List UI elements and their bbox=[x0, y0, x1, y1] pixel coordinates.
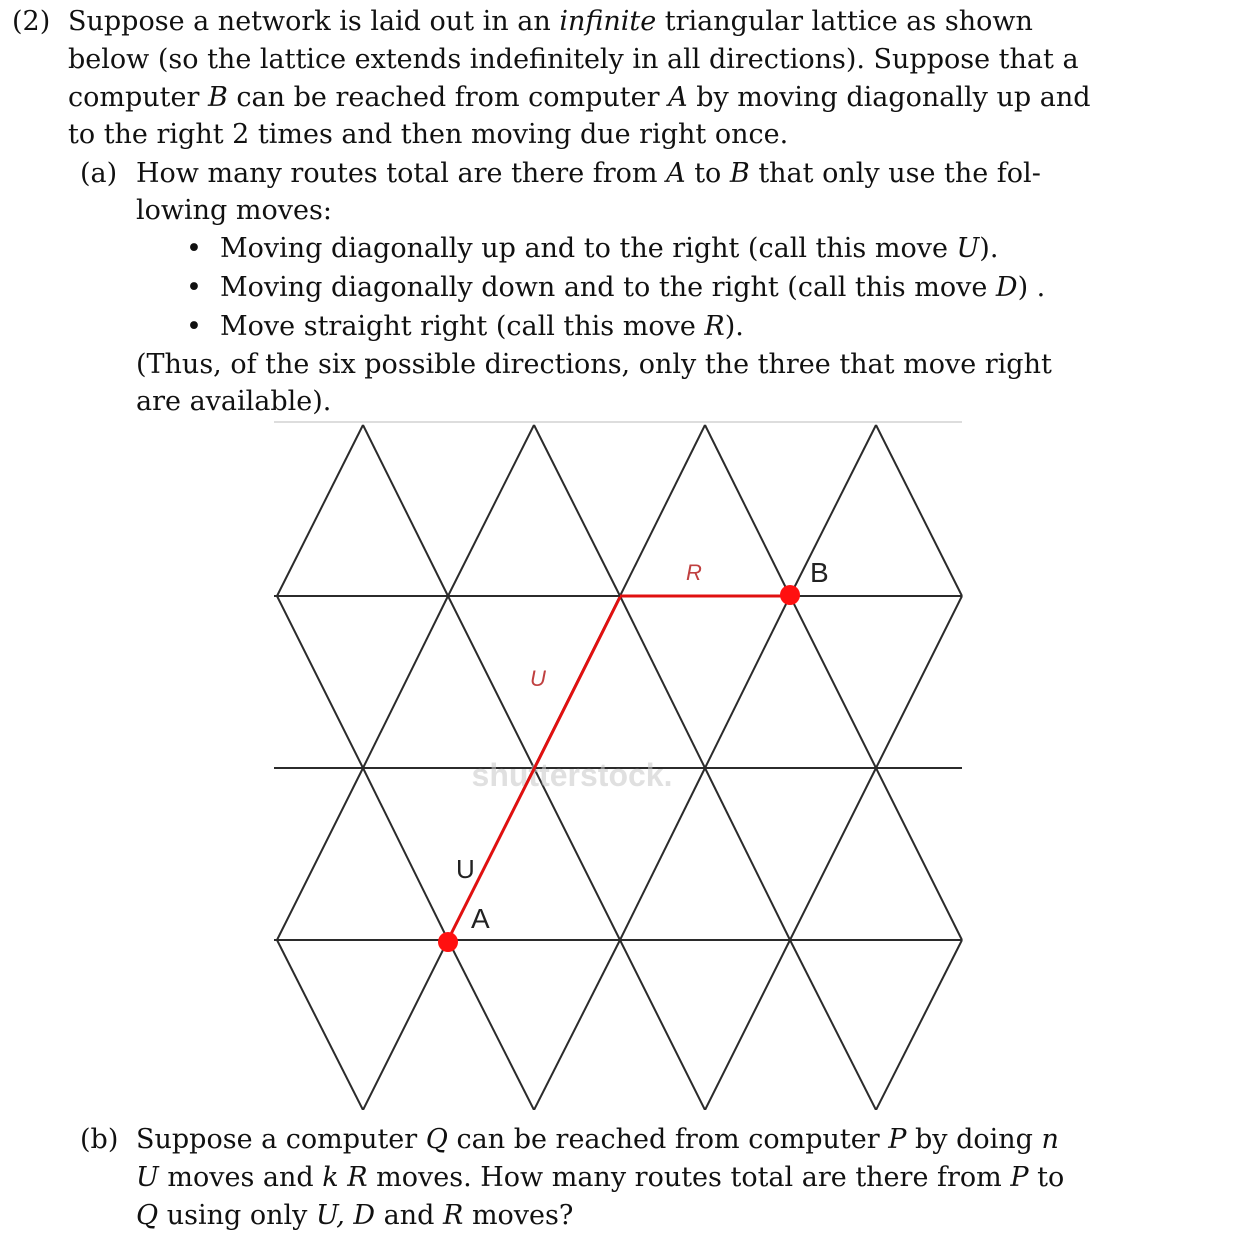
part-b-line-3: Q using only U, D and R moves? bbox=[136, 1200, 574, 1231]
label-u-move-upper: U bbox=[530, 666, 546, 691]
problem-number: (2) bbox=[12, 6, 51, 37]
part-b-line-2: U moves and k R moves. How many routes total are there from P to bbox=[136, 1162, 1065, 1193]
bullet-icon: • bbox=[186, 311, 202, 342]
bullet-move-u: • Moving diagonally up and to the right (call this move U). bbox=[186, 230, 998, 268]
triangular-lattice-figure bbox=[272, 420, 964, 1110]
label-point-a: A bbox=[471, 903, 490, 934]
label-point-b: B bbox=[810, 557, 829, 588]
part-a-label: (a) bbox=[80, 158, 118, 189]
bullet-icon: • bbox=[186, 233, 202, 264]
part-b-line-1: Suppose a computer Q can be reached from computer P by doing n bbox=[136, 1124, 1059, 1155]
bullet-move-r: • Move straight right (call this move R). bbox=[186, 308, 744, 346]
intro-line-2: below (so the lattice extends indefinitely in all directions). Suppose that a bbox=[68, 44, 1079, 75]
part-a-line-2: lowing moves: bbox=[136, 195, 332, 226]
intro-line-4: to the right 2 times and then moving due right once. bbox=[68, 119, 789, 150]
label-u-move-lower: U bbox=[456, 854, 475, 884]
label-r-move: R bbox=[686, 560, 702, 585]
part-b-label: (b) bbox=[80, 1124, 119, 1155]
part-a-note-1: (Thus, of the six possible directions, only the three that move right bbox=[136, 349, 1052, 380]
intro-line-3: computer B can be reached from computer A by moving diagonally up and bbox=[68, 82, 1091, 113]
point-b-dot bbox=[780, 585, 800, 605]
intro-line-1: Suppose a network is laid out in an infinite triangular lattice as shown bbox=[68, 6, 1033, 37]
part-a-note-2: are available). bbox=[136, 386, 332, 417]
point-a-dot bbox=[438, 932, 458, 952]
bullet-move-d: • Moving diagonally down and to the right (call this move D) . bbox=[186, 269, 1045, 307]
bullet-icon: • bbox=[186, 272, 202, 303]
part-a-line-1: How many routes total are there from A to B that only use the fol- bbox=[136, 158, 1041, 189]
watermark-text: shutterstock. bbox=[471, 757, 673, 793]
